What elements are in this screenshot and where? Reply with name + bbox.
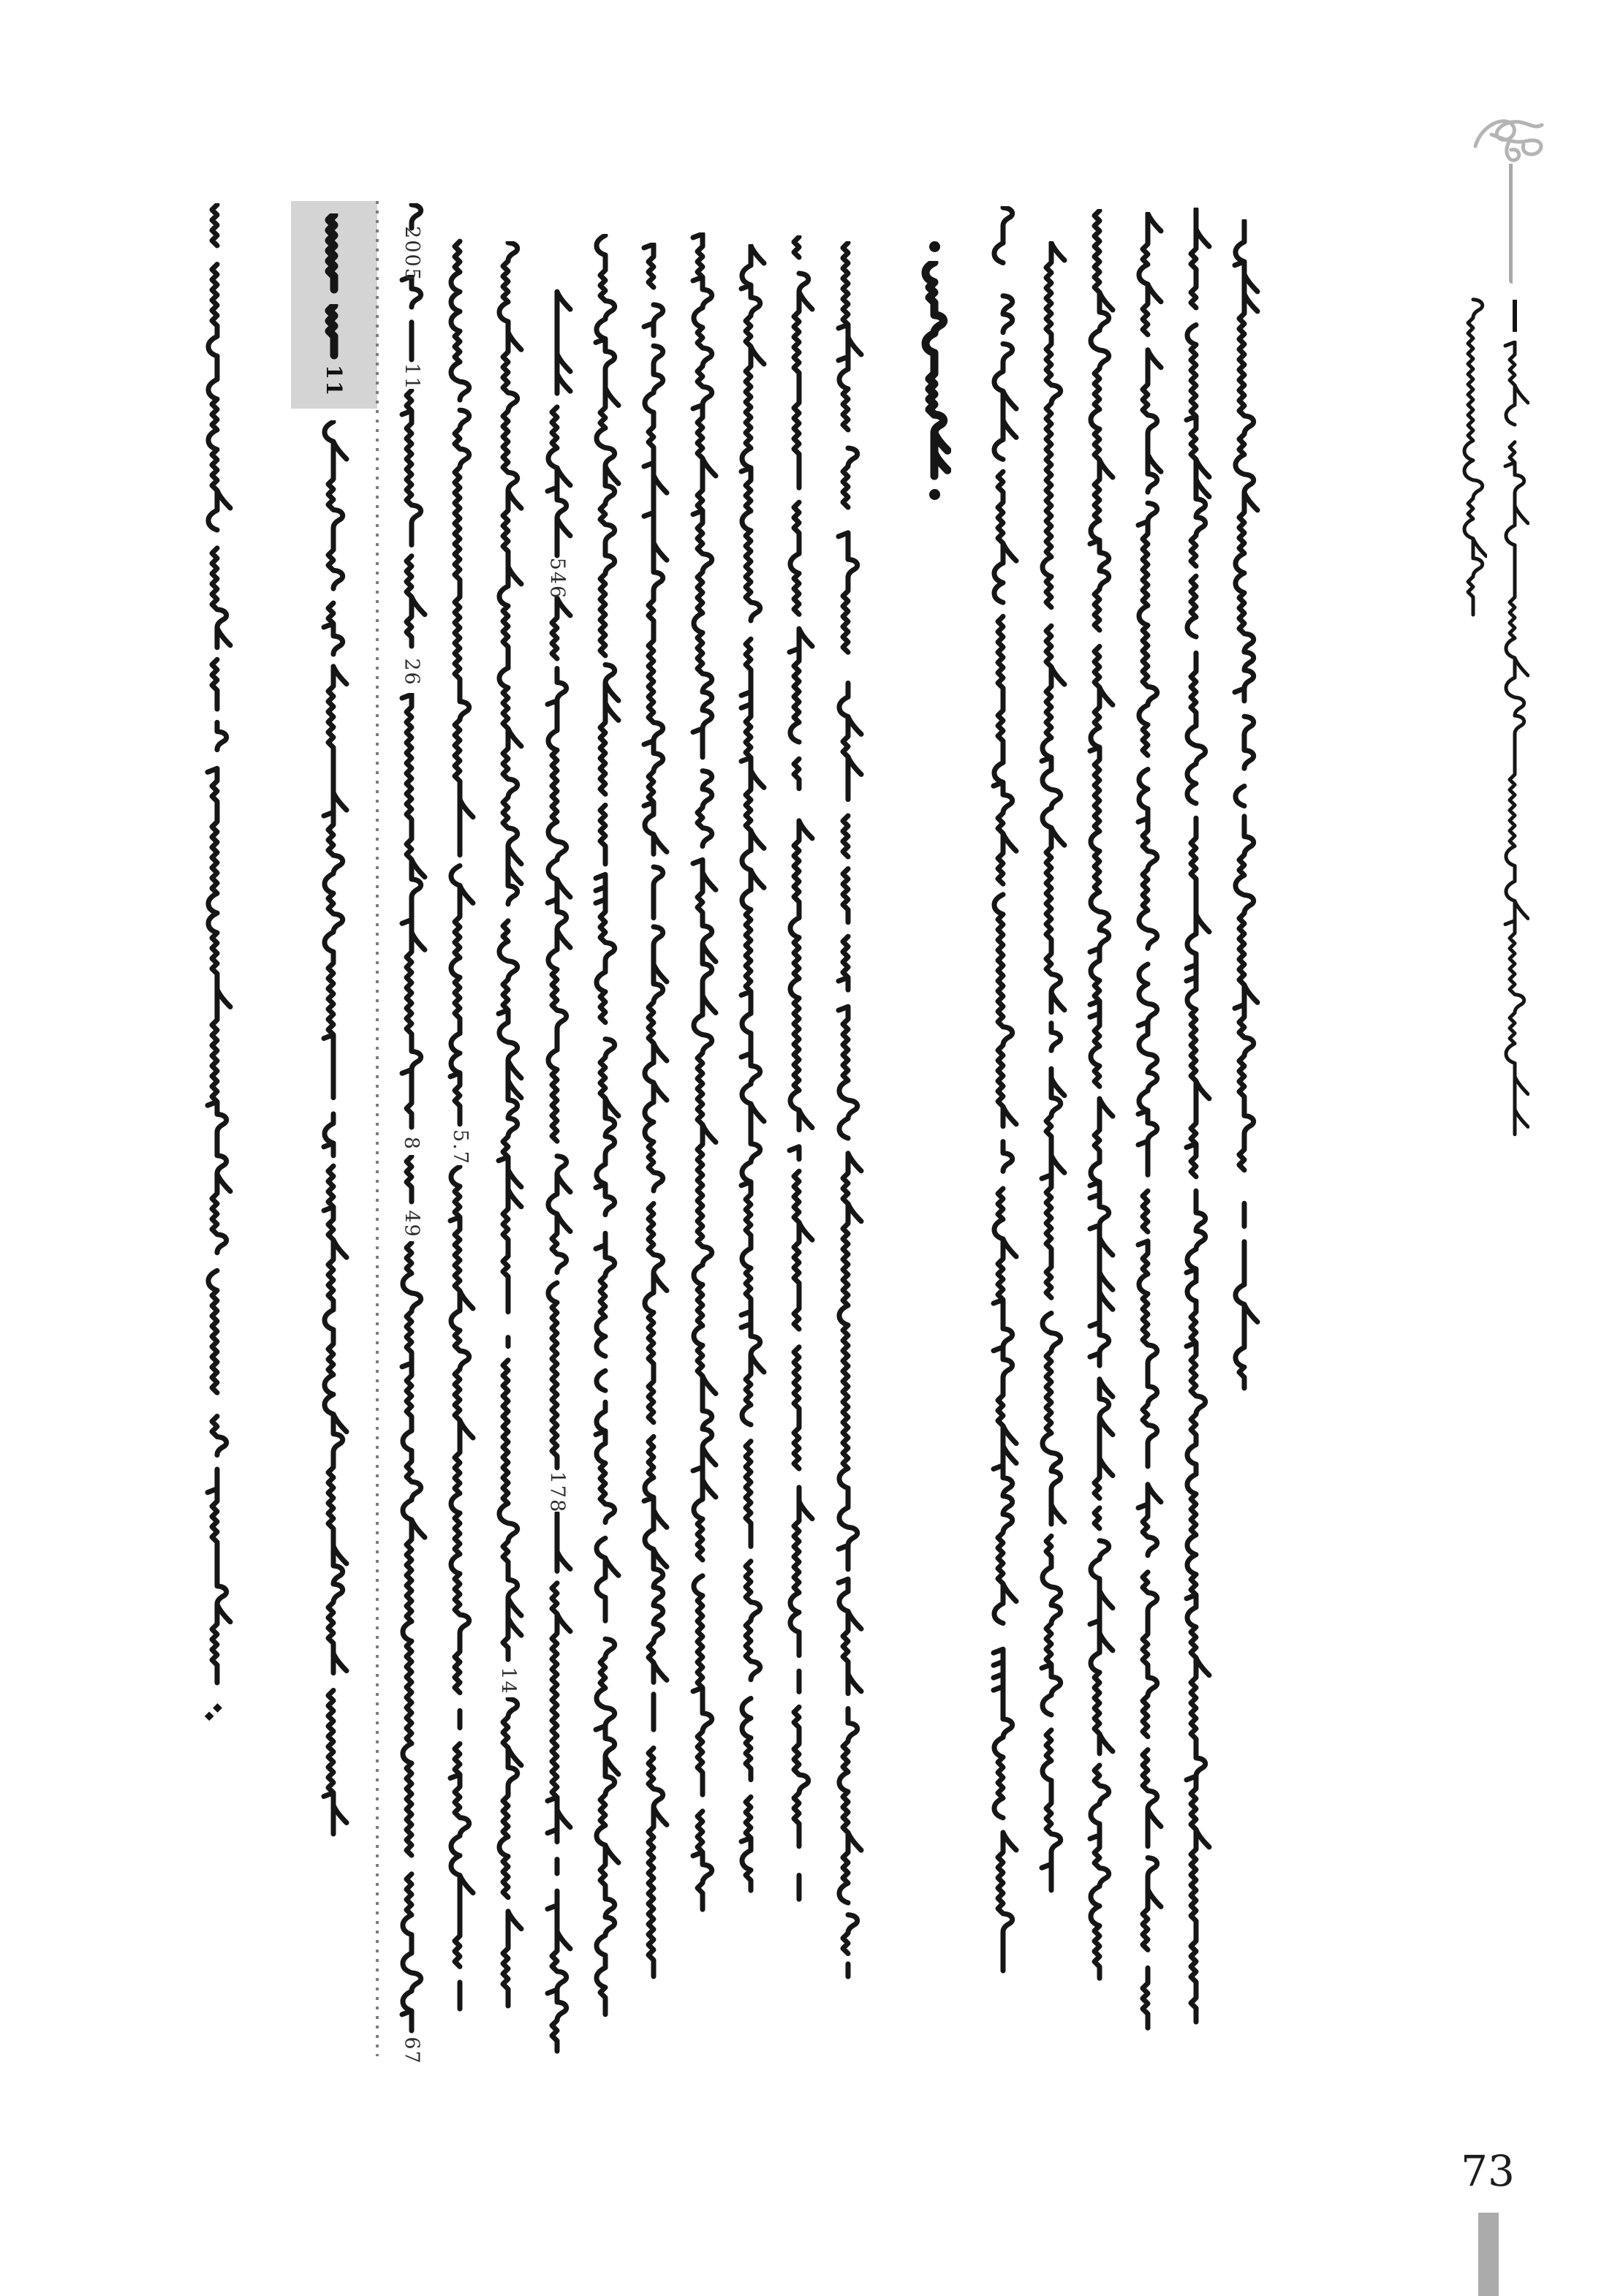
heading-bullet-icon (929, 489, 940, 500)
right-column-1 (987, 206, 1019, 1975)
mongolian-script-line (1228, 219, 1260, 1393)
mongolian-script-line (1035, 241, 1067, 1895)
page-edge-thumb-tab (1478, 2213, 1499, 2296)
mongolian-script-line (444, 1165, 476, 2013)
left-column-2 (317, 420, 349, 1838)
inline-number: 546 (545, 557, 569, 599)
running-head-line-1 (1459, 287, 1487, 619)
mongolian-script-line (832, 241, 864, 1981)
mongolian-script-line (918, 261, 951, 480)
word-gap (1500, 332, 1529, 341)
inline-number: 5.7 (448, 1129, 472, 1165)
dotted-vertical-divider (376, 201, 379, 2056)
section-heading-with-bullets (918, 241, 951, 500)
ornament-stem-line (1509, 164, 1513, 284)
mongolian-script-line (444, 231, 476, 1129)
mongolian-script-line (317, 304, 351, 360)
body-column-8 (783, 235, 815, 1903)
body-column-5 (638, 243, 670, 1981)
flourish-ornament-icon (1471, 110, 1551, 167)
highlight-title-line (317, 213, 351, 398)
mongolian-script-line (396, 275, 428, 364)
word-gap (918, 252, 951, 261)
mongolian-script-line (1083, 209, 1116, 1982)
mongolian-script-line (396, 693, 428, 1132)
inline-number: 178 (545, 1471, 569, 1513)
running-head-dash (1513, 300, 1517, 332)
mongolian-script-line (317, 213, 351, 294)
right-column-2 (1035, 241, 1067, 1895)
inline-number: 49 (400, 1209, 423, 1238)
body-column-6 (686, 232, 719, 1914)
mongolian-script-line (541, 1512, 573, 2056)
mongolian-script-line (317, 420, 349, 1838)
mongolian-script-line (396, 389, 428, 651)
word-gap (918, 480, 951, 489)
mongolian-script-line (1180, 208, 1212, 2026)
body-column-9 (832, 241, 864, 1981)
mongolian-script-line (492, 1697, 524, 2010)
mongolian-script-line (589, 234, 621, 2019)
running-head-line-2 (1500, 300, 1529, 1139)
inline-number: 8 (400, 1136, 423, 1151)
mongolian-script-line (541, 596, 573, 1472)
right-column-4 (1132, 212, 1164, 2032)
dateline-column (396, 203, 428, 2066)
inline-number: 67 (400, 2036, 423, 2065)
mongolian-script-line (638, 243, 670, 1981)
mongolian-script-line (1132, 212, 1164, 2032)
mongolian-script-line (1459, 287, 1487, 619)
right-column-3 (1083, 209, 1116, 1982)
mongolian-script-line (396, 1241, 428, 2035)
right-column-6 (1228, 219, 1260, 1393)
body-column-1 (444, 231, 476, 2013)
word-gap (317, 294, 351, 304)
mongolian-script-line (1500, 341, 1529, 1139)
page-number: 73 (1461, 2146, 1515, 2196)
mongolian-script-line (396, 1155, 428, 1206)
word-gap (201, 1687, 233, 1705)
inline-number: 26 (400, 657, 423, 686)
left-column-1 (201, 203, 233, 1723)
heading-bullet-icon (929, 241, 940, 252)
mongolian-script-line (686, 232, 719, 1914)
mongolian-script-line (987, 206, 1019, 1975)
mongolian-script-line (541, 278, 573, 560)
inline-number: 14 (496, 1666, 520, 1695)
inline-number: 11 (400, 362, 423, 391)
mongolian-script-line (783, 235, 815, 1903)
inline-number: 2005 (400, 225, 423, 282)
right-column-5 (1180, 208, 1212, 2026)
body-column-7 (735, 244, 767, 1895)
body-column-3 (541, 278, 573, 2056)
body-column-4 (589, 234, 621, 2019)
body-column-2 (492, 241, 524, 2010)
inline-number: 11 (321, 364, 347, 398)
mongolian-script-line (201, 203, 233, 1687)
mongolian-script-line (492, 241, 524, 1664)
mongolian-script-line (735, 244, 767, 1895)
end-of-text-mark (213, 1703, 222, 1713)
